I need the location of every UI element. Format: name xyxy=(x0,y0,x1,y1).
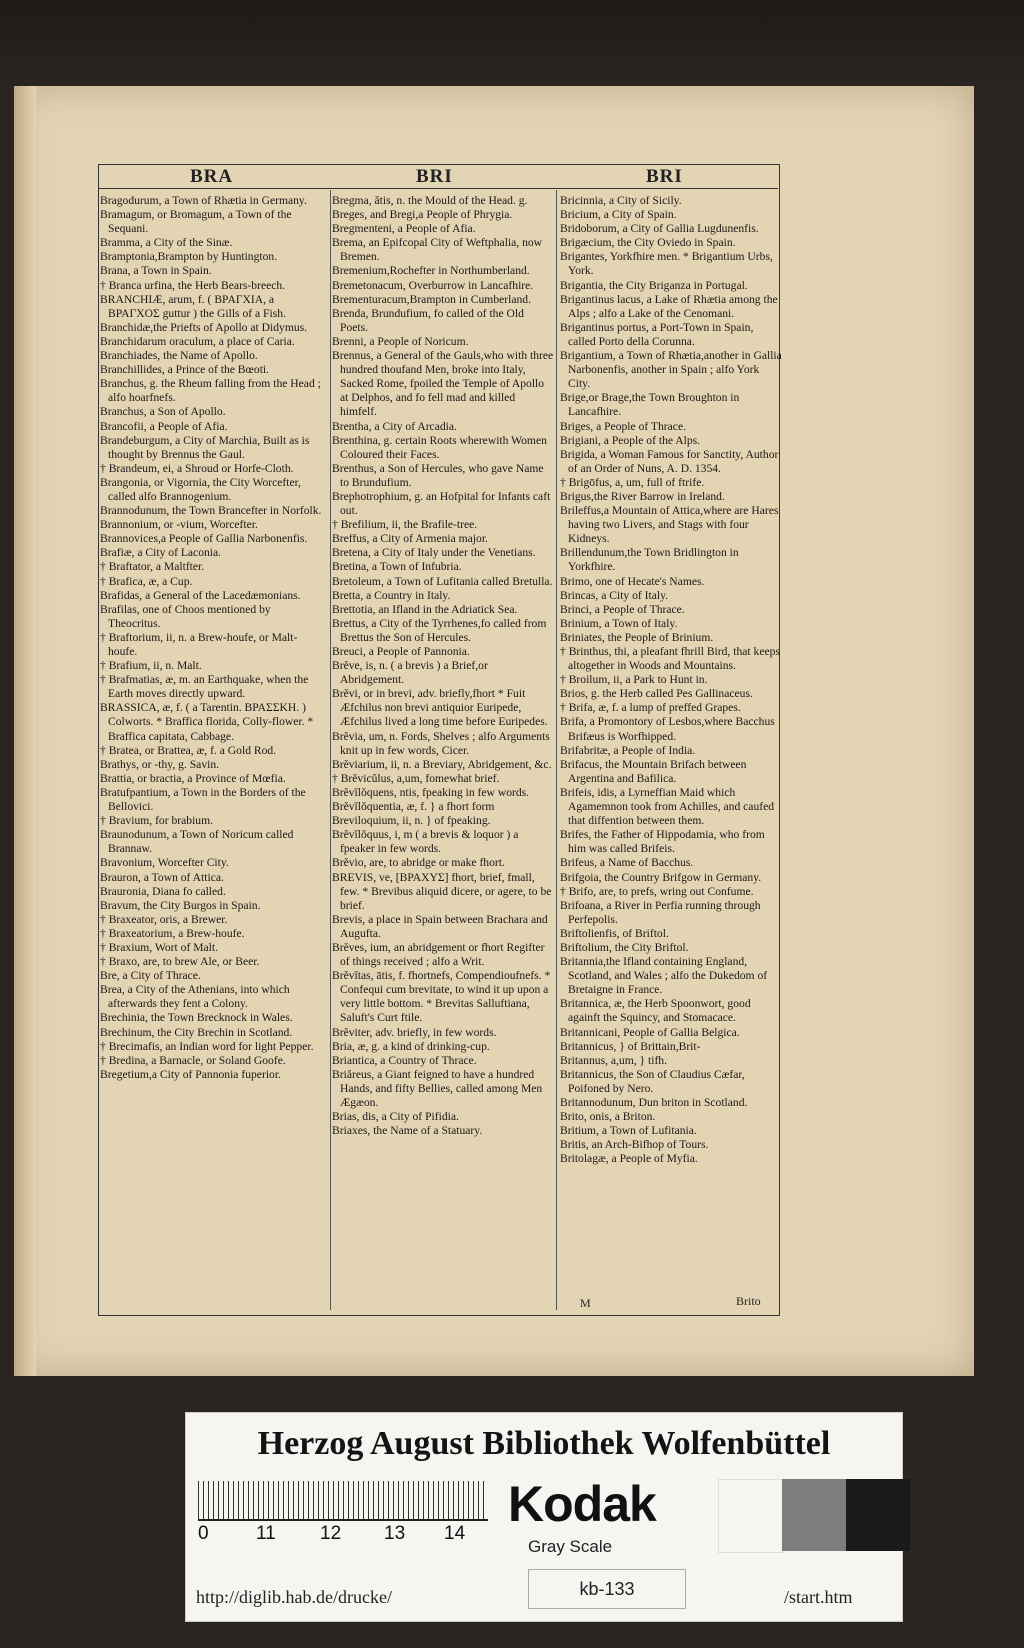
dictionary-entry: Brenthus, a Son of Hercules, who gave Name to Brundufium. xyxy=(332,461,544,489)
dictionary-entry: Bramagum, or Bromagum, a Town of the Sequani. xyxy=(100,208,292,236)
dictionary-entry: Brifes, the Father of Hippodamia, who from him was called Brifeis. xyxy=(560,828,765,856)
dictionary-entry: Brigus,the River Barrow in Ireland. xyxy=(560,489,725,503)
dictionary-entry: Brĕves, ium, an abridgement or fhort Regifter of things received ; alfo a Writ. xyxy=(332,940,545,969)
dictionary-entry: Brenni, a People of Noricum. xyxy=(332,334,469,348)
dictionary-entry: Bridoborum, a City of Gallia Lugdunenfis. xyxy=(560,222,759,236)
dictionary-entry: † Brecimafis, an Indian word for light Pepper. xyxy=(100,1039,314,1053)
dictionary-entry: Bregma, ătis, n. the Mould of the Head. g. xyxy=(332,194,528,207)
dictionary-column-3 xyxy=(560,194,782,1309)
dictionary-entry: † Braxium, Wort of Malt. xyxy=(100,940,218,954)
dictionary-entry: Bravonium, Worcefter City. xyxy=(100,856,229,870)
dictionary-entry: Bricinnia, a City of Sicily. xyxy=(560,194,682,207)
dictionary-entry: Branchillides, a Prince of the Bœoti. xyxy=(100,363,270,377)
gray-scale-label: Gray Scale xyxy=(528,1537,613,1556)
dictionary-entry: Bremetonacum, Overburrow in Lancafhire. xyxy=(332,278,534,292)
dictionary-entry: Brĕvĭlŏquus, i, m ( a brevis & loquor ) a fpeaker in few words. xyxy=(332,828,519,856)
column-rule xyxy=(556,190,557,1310)
dictionary-entry: † Bravium, for brabium. xyxy=(100,814,214,828)
dictionary-entry: Bremenium,Rochefter in Northumberland. xyxy=(332,264,530,278)
dictionary-entry: Brĕve, is, n. ( a brevis ) a Brief,or Abridgement. xyxy=(332,659,488,687)
header-center: BRI xyxy=(416,166,453,187)
dictionary-entry: Brimo, one of Hecate's Names. xyxy=(560,574,705,588)
ruler-number: 13 xyxy=(384,1523,406,1544)
dictionary-entry: Brana, a Town in Spain. xyxy=(100,264,212,278)
dictionary-entry: Britium, a Town of Lufitania. xyxy=(560,1124,697,1138)
dictionary-entry: Bratufpantium, a Town in the Borders of the Bellovici. xyxy=(100,785,306,814)
dictionary-entry: Brifgoia, the Country Brifgow in Germany. xyxy=(560,870,762,884)
dictionary-entry: † Broilum, ii, a Park to Hunt in. xyxy=(560,673,708,687)
dictionary-entry: Brigæcium, the City Oviedo in Spain. xyxy=(560,236,736,250)
dictionary-entry: Brillendunum,the Town Bridlington in Yorkfhire. xyxy=(560,546,739,574)
dictionary-entry: † Bredina, a Barnacle, or Soland Goofe. xyxy=(100,1053,286,1067)
dictionary-entry: Brĕviarium, ii, n. a Breviary, Abridgement, &c. xyxy=(332,757,552,771)
dictionary-entry: Bretina, a Town of Infubria. xyxy=(332,560,462,574)
dictionary-entry: Brathys, or -thy, g. Savin. xyxy=(100,757,220,771)
dictionary-entry: Bretta, a Country in Italy. xyxy=(332,588,451,602)
dictionary-entry: Brias, dis, a City of Pifidia. xyxy=(332,1110,459,1124)
dictionary-entry: Britannicani, People of Gallia Belgica. xyxy=(560,1025,740,1039)
dictionary-entry: Brafidas, a General of the Lacedæmonians. xyxy=(100,588,301,602)
dictionary-entry: † Brafmatias, æ, m. an Earthquake, when the Earth moves directly upward. xyxy=(100,673,309,701)
dictionary-entry: Bramma, a City of the Sinæ. xyxy=(100,236,233,250)
dictionary-entry: Britolagæ, a People of Myfia. xyxy=(560,1152,698,1166)
dictionary-entry: Brangonia, or Vigornia, the City Worcefter, called alfo Brannogenium. xyxy=(100,475,301,503)
dictionary-column-1 xyxy=(100,194,322,1309)
signature-mark: M xyxy=(580,1296,591,1310)
dictionary-entry: Brafilas, one of Choos mentioned by Theocritus. xyxy=(100,602,271,630)
dictionary-entry: BREVIS, ve, [ΒΡΑΧΥΣ] fhort, brief, fmall, few. * Brevibus aliquid dicere, or agere, to be brief. xyxy=(332,870,552,912)
dictionary-entry: † Brinthus, thi, a pleafant fhrill Bird, that keeps altogether in Woods and Mountains. xyxy=(560,645,780,673)
dictionary-entry: Brinium, a Town of Italy. xyxy=(560,616,678,630)
dictionary-entry: † Branca urfina, the Herb Bears-breech. xyxy=(100,278,286,292)
dictionary-entry: † Brandeum, ei, a Shroud or Horfe-Cloth. xyxy=(100,461,294,475)
column-rule xyxy=(330,190,331,1310)
book-page xyxy=(14,86,974,1376)
scale-ruler xyxy=(198,1481,488,1521)
dictionary-entry: Brito, onis, a Briton. xyxy=(560,1110,656,1124)
dictionary-entry: Brancofii, a People of Afia. xyxy=(100,419,228,433)
dictionary-entry: † Brafica, æ, a Cup. xyxy=(100,574,193,588)
dictionary-entry: BRASSICA, æ, f. ( a Tarentin. ΒΡΑΣΣΚΗ. ) Colworts. * Braffica florida, Colly-flower. * Braffica capitata, Cabbage. xyxy=(100,701,314,743)
dictionary-entry: † Bratea, or Brattea, æ, f. a Gold Rod. xyxy=(100,743,277,757)
dictionary-entry: Brigantinus portus, a Port-Town in Spain, called Porto della Corunna. xyxy=(560,320,754,348)
dictionary-entry: † Brĕvicŭlus, a,um, fomewhat brief. xyxy=(332,771,500,785)
dictionary-entry: Brileffus,a Mountain of Attica,where are Hares having two Livers, and Stags with four Kidneys. xyxy=(560,504,779,546)
dictionary-entry: Brenda, Brundufium, fo called of the Old Poets. xyxy=(332,306,524,334)
dictionary-entry: Britannicus, } of Brittain,Brit- xyxy=(560,1039,701,1053)
dictionary-entry: Brĕvĭlŏquens, ntis, fpeaking in few words. xyxy=(332,785,530,799)
dictionary-entry: † Braxo, are, to brew Ale, or Beer. xyxy=(100,955,260,969)
dictionary-column-2 xyxy=(332,194,554,1309)
dictionary-entry: † Braxeatorium, a Brew-houfe. xyxy=(100,926,245,940)
dictionary-entry: Britis, an Arch-Bifhop of Tours. xyxy=(560,1138,709,1152)
dictionary-entry: Brige,or Brage,the Town Broughton in Lancafhire. xyxy=(560,391,740,419)
dictionary-entry: Britannus, a,um, } tifh. xyxy=(560,1053,667,1067)
dictionary-entry: Brincas, a City of Italy. xyxy=(560,588,669,602)
dictionary-entry: Brifeis, idis, a Lyrneffian Maid which Agamemnon took from Achilles, and caufed that diffention between them. xyxy=(560,785,775,828)
dictionary-entry: Brennus, a General of the Gauls,who with three hundred thoufand Men, broke into Italy, Sacked Rome, fpoiled the Temple of Apollo at Delphos, and fo fell mad and killed himfelf. xyxy=(332,349,554,419)
shelf-code: kb-133 xyxy=(528,1569,686,1609)
dictionary-entry: Brigantium, a Town of Rhætia,another in Gallia Narbonenfis, another in Spain ; alfo York City. xyxy=(560,349,782,391)
url-base: http://diglib.hab.de/drucke/ xyxy=(196,1587,392,1607)
dictionary-entry: † Brefilium, ii, the Brafile-tree. xyxy=(332,518,478,532)
dictionary-entry: Briftolium, the City Briftol. xyxy=(560,940,689,954)
dictionary-entry: Brechinum, the City Brechin in Scotland. xyxy=(100,1025,293,1039)
header-left: BRA xyxy=(190,166,234,187)
dictionary-entry: Briniates, the People of Brinium. xyxy=(560,630,714,644)
header-right: BRI xyxy=(646,166,683,187)
dictionary-entry: Brauron, a Town of Attica. xyxy=(100,870,224,884)
dictionary-entry: Briftolienfis, of Briftol. xyxy=(560,926,669,940)
dictionary-entry: Briantica, a Country of Thrace. xyxy=(332,1053,477,1067)
dictionary-entry: Brattia, or bractia, a Province of Mœfia. xyxy=(100,771,286,785)
dictionary-entry: Bramptonia,Brampton by Huntington. xyxy=(100,250,278,264)
dictionary-entry: Brannodunum, the Town Brancefter in Norfolk. xyxy=(100,504,322,518)
dictionary-entry: † Brigōfus, a, um, full of ftrife. xyxy=(560,475,705,489)
dictionary-entry: Brannovices,a People of Gallia Narbonenfis. xyxy=(100,532,308,546)
running-headers xyxy=(98,166,778,189)
url-suffix: /start.htm xyxy=(784,1587,853,1607)
dictionary-entry: Breffus, a City of Armenia major. xyxy=(332,532,488,546)
dictionary-entry: Britannicus, the Son of Claudius Cæfar, Poifoned by Nero. xyxy=(560,1067,745,1095)
dictionary-entry: Breuci, a People of Pannonia. xyxy=(332,645,470,658)
dictionary-entry: Brea, a City of the Athenians, into which afterwards they fent a Colony. xyxy=(100,983,290,1011)
dictionary-entry: Breges, and Bregi,a People of Phrygia. xyxy=(332,208,513,222)
dictionary-entry: Brifeus, a Name of Bacchus. xyxy=(560,856,694,870)
dictionary-entry: Brĕvi, or in brevi, adv. briefly,fhort * Fuit Æfchilus non brevi antiquior Euripede, Æfchilus lived a long time before Euripedes. xyxy=(332,687,548,729)
dictionary-entry: Branchidæ,the Priefts of Apollo at Didymus. xyxy=(100,320,308,334)
dictionary-entry: Brafiæ, a City of Laconia. xyxy=(100,546,222,560)
dictionary-entry: Branchiades, the Name of Apollo. xyxy=(100,349,258,363)
dictionary-entry: Bragodurum, a Town of Rhætia in Germany. xyxy=(100,194,307,207)
dictionary-entry: Brigiani, a People of the Alps. xyxy=(560,433,701,447)
dictionary-entry: Brenthina, g. certain Roots wherewith Women Coloured their Faces. xyxy=(332,433,547,461)
dictionary-entry: † Braftator, a Maltfter. xyxy=(100,560,205,574)
dictionary-entry: Braunodunum, a Town of Noricum called Brannaw. xyxy=(100,828,294,856)
dictionary-entry: Bria, æ, g. a kind of drinking-cup. xyxy=(332,1039,490,1053)
dictionary-entry: Branchus, a Son of Apollo. xyxy=(100,405,226,419)
dictionary-entry: † Braftorium, ii, n. a Brew-houfe, or Malt-houfe. xyxy=(100,630,298,658)
dictionary-entry: Brĕvio, are, to abridge or make fhort. xyxy=(332,856,505,870)
dictionary-entry: Briăreus, a Giant feigned to have a hundred Hands, and fifty Bellies, called among Men Ægæon. xyxy=(332,1067,543,1109)
dictionary-entry: Britannodunum, Dun briton in Scotland. xyxy=(560,1096,748,1109)
dictionary-entry: Brĕvĭlŏquentia, æ, f. } a fhort form xyxy=(332,800,495,814)
dictionary-entry: Brannonium, or -vium, Worcefter. xyxy=(100,518,258,532)
dictionary-entry: Britannica, æ, the Herb Spoonwort, good againft the Squincy, and Stomacace. xyxy=(560,997,751,1025)
dictionary-entry: Brauronia, Diana fo called. xyxy=(100,884,226,898)
dictionary-entry: Bravum, the City Burgos in Spain. xyxy=(100,898,261,912)
dictionary-entry: † Braxeator, oris, a Brewer. xyxy=(100,912,228,926)
dictionary-entry: Brechinia, the Town Brecknock in Wales. xyxy=(100,1011,293,1025)
dictionary-entry: BRANCHIÆ, arum, f. ( ΒΡΑΓΧΙΑ, a ΒΡΑΓΧΟΣ guttur ) the Gills of a Fish. xyxy=(100,292,286,320)
dictionary-entry: Branchidarum oraculum, a place of Caria. xyxy=(100,334,295,348)
page-gutter xyxy=(14,86,36,1376)
dictionary-entry: Bretena, a City of Italy under the Venetians. xyxy=(332,546,536,560)
white-swatch xyxy=(718,1479,784,1553)
dictionary-entry: Brifabritæ, a People of India. xyxy=(560,743,696,757)
dictionary-entry: Briaxes, the Name of a Statuary. xyxy=(332,1124,483,1138)
black-swatch xyxy=(846,1479,910,1551)
color-target-card xyxy=(185,1412,903,1622)
scan-background xyxy=(0,0,1024,90)
dictionary-entry: Brettotia, an Ifland in the Adriatick Sea. xyxy=(332,602,518,616)
ruler-numbers xyxy=(198,1523,498,1547)
dictionary-entry: Britannia,the Ifland containing England, Scotland, and Wales ; alfo the Dukedom of Bretaigne in France. xyxy=(560,955,768,997)
dictionary-entry: Brinci, a People of Thrace. xyxy=(560,602,685,616)
dictionary-entry: Brigida, a Woman Famous for Sanctity, Author of an Order of Nuns, A. D. 1354. xyxy=(560,447,779,475)
ruler-number: 0 xyxy=(198,1523,209,1544)
dictionary-entry: Brios, g. the Herb called Pes Gallinaceus. xyxy=(560,687,753,701)
kodak-logo: Kodak xyxy=(508,1476,656,1532)
dictionary-entry: Brevis, a place in Spain between Brachara and Augufta. xyxy=(332,912,548,940)
dictionary-entry: Brifa, a Promontory of Lesbos,where Bacchus Brifæus is Worfhipped. xyxy=(560,715,775,743)
dictionary-entry: Brephotrophium, g. an Hofpital for Infants caft out. xyxy=(332,489,551,518)
dictionary-entry: † Brifa, æ, f. a lump of preffed Grapes. xyxy=(560,701,741,715)
dictionary-entry: Branchus, g. the Rheum falling from the Head ; alfo hoarfnefs. xyxy=(100,377,321,405)
dictionary-entry: Brettus, a City of the Tyrrhenes,fo called from Brettus the Son of Hercules. xyxy=(332,616,547,644)
dictionary-entry: Brigantia, the City Briganza in Portugal. xyxy=(560,278,748,292)
library-name: Herzog August Bibliothek Wolfenbüttel xyxy=(257,1425,831,1462)
dictionary-entry: Brementuracum,Brampton in Cumberland. xyxy=(332,292,531,306)
catchword: Brito xyxy=(736,1294,761,1308)
dictionary-entry: Brentha, a City of Arcadia. xyxy=(332,419,457,433)
ruler-number: 12 xyxy=(320,1523,342,1544)
dictionary-entry: Brĕviter, adv. briefly, in few words. xyxy=(332,1025,497,1039)
dictionary-entry: Brifacus, the Mountain Brifach between Argentina and Bafilica. xyxy=(560,757,747,785)
dictionary-entry: Brĕvĭtas, ātis, f. fhortnefs, Compendioufnefs. * Confequi cum brevitate, to wind it up upon a very little bottom. * Brevitas Salluftiana, Saluft's Curt ftile. xyxy=(332,969,551,1025)
dictionary-entry: Brifoana, a River in Perfia running through Perfepolis. xyxy=(560,898,761,926)
dictionary-entry: Bricium, a City of Spain. xyxy=(560,208,677,222)
dictionary-entry: † Brafium, ii, n. Malt. xyxy=(100,659,202,673)
dictionary-entry: Bregetium,a City of Pannonia fuperior. xyxy=(100,1067,281,1081)
gray-swatch xyxy=(782,1479,846,1551)
dictionary-entry: Bregmenteni, a People of Afia. xyxy=(332,222,476,236)
dictionary-entry: Briges, a People of Thrace. xyxy=(560,419,686,433)
dictionary-entry: Bre, a City of Thrace. xyxy=(100,969,201,983)
dictionary-entry: Brigantes, Yorkfhire men. * Brigantium Urbs, York. xyxy=(560,250,773,278)
dictionary-entry: Breviloquium, ii, n. } of fpeaking. xyxy=(332,814,491,828)
ruler-number: 11 xyxy=(256,1523,276,1544)
dictionary-entry: Bretoleum, a Town of Lufitania called Bretulla. xyxy=(332,574,553,588)
dictionary-entry: Brandeburgum, a City of Marchia, Built as is thought by Brennus the Gaul. xyxy=(100,433,310,461)
dictionary-entry: Brigantinus lacus, a Lake of Rhætia among the Alps ; alfo a Lake of the Cenomani. xyxy=(560,292,778,320)
dictionary-entry: † Brifo, are, to prefs, wring out Confume. xyxy=(560,884,754,898)
dictionary-entry: Brema, an Epifcopal City of Weftphalia, now Bremen. xyxy=(332,236,543,264)
ruler-number: 14 xyxy=(444,1523,466,1544)
dictionary-entry: Brĕvia, um, n. Fords, Shelves ; alfo Arguments knit up in few words, Cicer. xyxy=(332,729,550,757)
